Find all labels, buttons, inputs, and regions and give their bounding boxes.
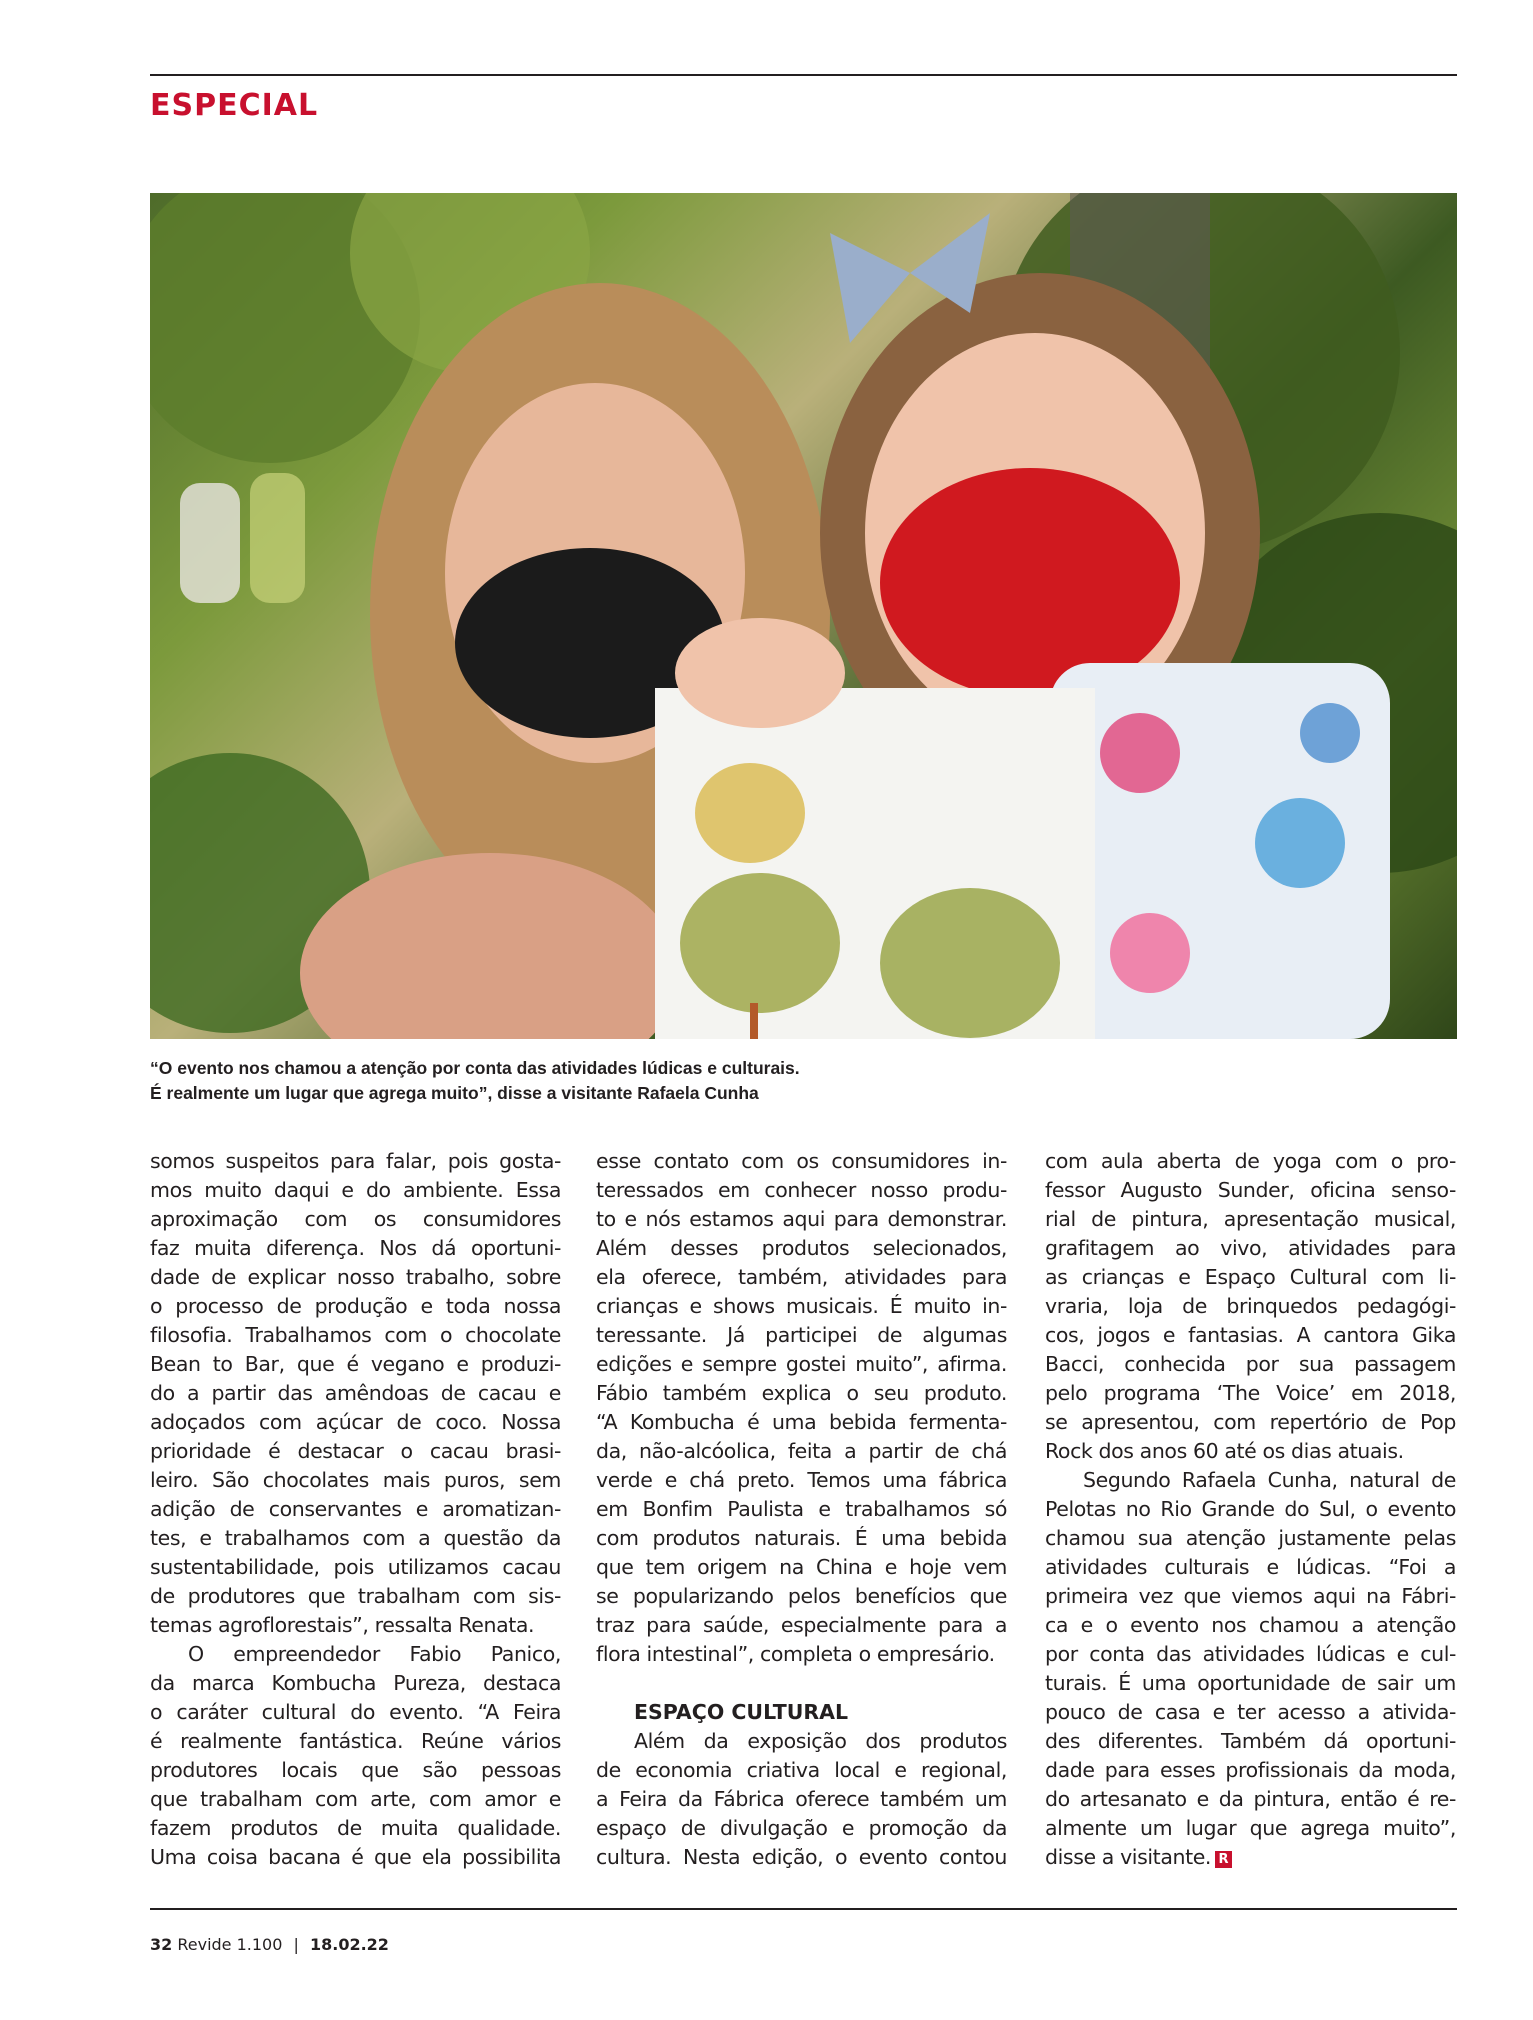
text-line: primeira vez que viemos aqui na Fábri- (1045, 1584, 1456, 1608)
text-line: esse contato com os consumidores in- (596, 1149, 1007, 1173)
text-line: da marca Kombucha Pureza, destaca (150, 1671, 561, 1695)
text-line: o processo de produção e toda nossa (150, 1294, 561, 1318)
text-line: Rock dos anos 60 até os dias atuais. (1045, 1439, 1404, 1463)
text-line: do artesanato e da pintura, então é re- (1045, 1787, 1456, 1811)
text-line: fessor Augusto Sunder, oficina senso- (1045, 1178, 1456, 1202)
text-line: por conta das atividades lúdicas e cul- (1045, 1642, 1456, 1666)
text-line: temas agroflorestais”, ressalta Renata. (150, 1613, 535, 1637)
text-line: que tem origem na China e hoje vem (596, 1555, 1007, 1579)
text-line: espaço de divulgação e promoção da (596, 1816, 1007, 1840)
text-line: se apresentou, com repertório de Pop (1045, 1410, 1456, 1434)
text-line: atividades culturais e lúdicas. “Foi a (1045, 1555, 1456, 1579)
text-line: o caráter cultural do evento. “A Feira (150, 1700, 561, 1724)
text-line: que trabalham com arte, com amor e (150, 1787, 561, 1811)
text-line: traz para saúde, especialmente para a (596, 1613, 1007, 1637)
publication-name: Revide 1.100 (177, 1935, 283, 1954)
text-line: O empreendedor Fabio Panico, (188, 1642, 561, 1666)
text-column-3 (1045, 1147, 1456, 1872)
paragraph-gap (596, 1669, 1007, 1698)
text-line: adoçados com açúcar de coco. Nossa (150, 1410, 561, 1434)
text-line: teressante. Já participei de algumas (596, 1323, 1007, 1347)
page-number: 32 (150, 1935, 173, 1954)
text-line: chamou sua atenção justamente pelas (1045, 1526, 1456, 1550)
text-line: “A Kombucha é uma bebida fermenta- (596, 1410, 1007, 1434)
top-rule (150, 74, 1457, 76)
bottom-rule (150, 1908, 1457, 1910)
text-line: sustentabilidade, pois utilizamos cacau (150, 1555, 561, 1579)
text-column-1 (150, 1147, 561, 1872)
text-line: cos, jogos e fantasias. A cantora Gika (1045, 1323, 1456, 1347)
page-footer (150, 1935, 389, 1954)
text-line: adição de conservantes e aromatizan- (150, 1497, 561, 1521)
text-line: se popularizando pelos benefícios que (596, 1584, 1007, 1608)
text-line: da, não-alcóolica, feita a partir de chá (596, 1439, 1007, 1463)
section-label: ESPECIAL (150, 88, 319, 123)
photo-illustration (150, 193, 1457, 1039)
text-line: a Feira da Fábrica oferece também um (596, 1787, 1007, 1811)
text-line: Bean to Bar, que é vegano e produzi- (150, 1352, 561, 1376)
text-line: flora intestinal”, completa o empresário. (596, 1642, 995, 1666)
text-line: to e nós estamos aqui para demonstrar. (596, 1207, 1007, 1231)
text-line: verde e chá preto. Temos uma fábrica (596, 1468, 1007, 1492)
text-line: de produtores que trabalham com sis- (150, 1584, 561, 1608)
text-line: filosofia. Trabalhamos com o chocolate (150, 1323, 561, 1347)
text-line: leiro. São chocolates mais puros, sem (150, 1468, 561, 1492)
text-line: do a partir das amêndoas de cacau e (150, 1381, 561, 1405)
text-line: Fábio também explica o seu produto. (596, 1381, 1007, 1405)
text-line: produtores locais que são pessoas (150, 1758, 561, 1782)
text-line: prioridade é destacar o cacau brasi- (150, 1439, 561, 1463)
text-column-2 (596, 1147, 1007, 1872)
end-mark-icon: R (1215, 1851, 1232, 1868)
text-line: aproximação com os consumidores (150, 1207, 561, 1231)
text-line: Segundo Rafaela Cunha, natural de (1083, 1468, 1456, 1492)
subheading: ESPAÇO CULTURAL (634, 1700, 849, 1724)
text-line: ca e o evento nos chamou a atenção (1045, 1613, 1456, 1637)
text-line: Além da exposição dos produtos (634, 1729, 1007, 1753)
text-line: tes, e trabalhamos com a questão da (150, 1526, 561, 1550)
text-line: de economia criativa local e regional, (596, 1758, 1007, 1782)
text-line: almente um lugar que agrega muito”, (1045, 1816, 1456, 1840)
text-line: com aula aberta de yoga com o pro- (1045, 1149, 1456, 1173)
text-line: turais. É uma oportunidade de sair um (1045, 1671, 1456, 1695)
text-line: Pelotas no Rio Grande do Sul, o evento (1045, 1497, 1456, 1521)
text-line: pelo programa ‘The Voice’ em 2018, (1045, 1381, 1456, 1405)
text-line: Uma coisa bacana é que ela possibilita (150, 1845, 561, 1869)
text-line: em Bonfim Paulista e trabalhamos só (596, 1497, 1007, 1521)
text-line: somos suspeitos para falar, pois gosta- (150, 1149, 561, 1173)
text-line: ela oferece, também, atividades para (596, 1265, 1007, 1289)
text-line: grafitagem ao vivo, atividades para (1045, 1236, 1456, 1260)
caption-line: “O evento nos chamou a atenção por conta das atividades lúdicas e culturais. (150, 1058, 800, 1078)
text-line: crianças e shows musicais. É muito in- (596, 1294, 1007, 1318)
text-line: des diferentes. Também dá oportuni- (1045, 1729, 1456, 1753)
text-line: rial de pintura, apresentação musical, (1045, 1207, 1456, 1231)
feature-photo (150, 193, 1457, 1039)
footer-separator: | (293, 1935, 299, 1954)
text-line-last (1045, 1843, 1456, 1872)
caption-line: É realmente um lugar que agrega muito”, disse a visitante Rafaela Cunha (150, 1083, 759, 1103)
text-line: Bacci, conhecida por sua passagem (1045, 1352, 1456, 1376)
text-line: faz muita diferença. Nos dá oportuni- (150, 1236, 561, 1260)
text-line: com produtos naturais. É uma bebida (596, 1526, 1007, 1550)
text-line: Além desses produtos selecionados, (596, 1236, 1007, 1260)
text-line: pouco de casa e ter acesso a ativida- (1045, 1700, 1456, 1724)
text-line: edições e sempre gostei muito”, afirma. (596, 1352, 1007, 1376)
text-line: dade para esses profissionais da moda, (1045, 1758, 1456, 1782)
issue-date: 18.02.22 (309, 1935, 389, 1954)
text-line: cultura. Nesta edição, o evento contou (596, 1845, 1007, 1869)
text-line: disse a visitante. (1045, 1845, 1212, 1869)
text-line: mos muito daqui e do ambiente. Essa (150, 1178, 561, 1202)
text-line: vraria, loja de brinquedos pedagógi- (1045, 1294, 1456, 1318)
text-line: é realmente fantástica. Reúne vários (150, 1729, 561, 1753)
text-line: teressados em conhecer nosso produ- (596, 1178, 1007, 1202)
photo-caption (150, 1056, 1050, 1106)
text-line: fazem produtos de muita qualidade. (150, 1816, 561, 1840)
text-line: as crianças e Espaço Cultural com li- (1045, 1265, 1456, 1289)
text-line: dade de explicar nosso trabalho, sobre (150, 1265, 561, 1289)
